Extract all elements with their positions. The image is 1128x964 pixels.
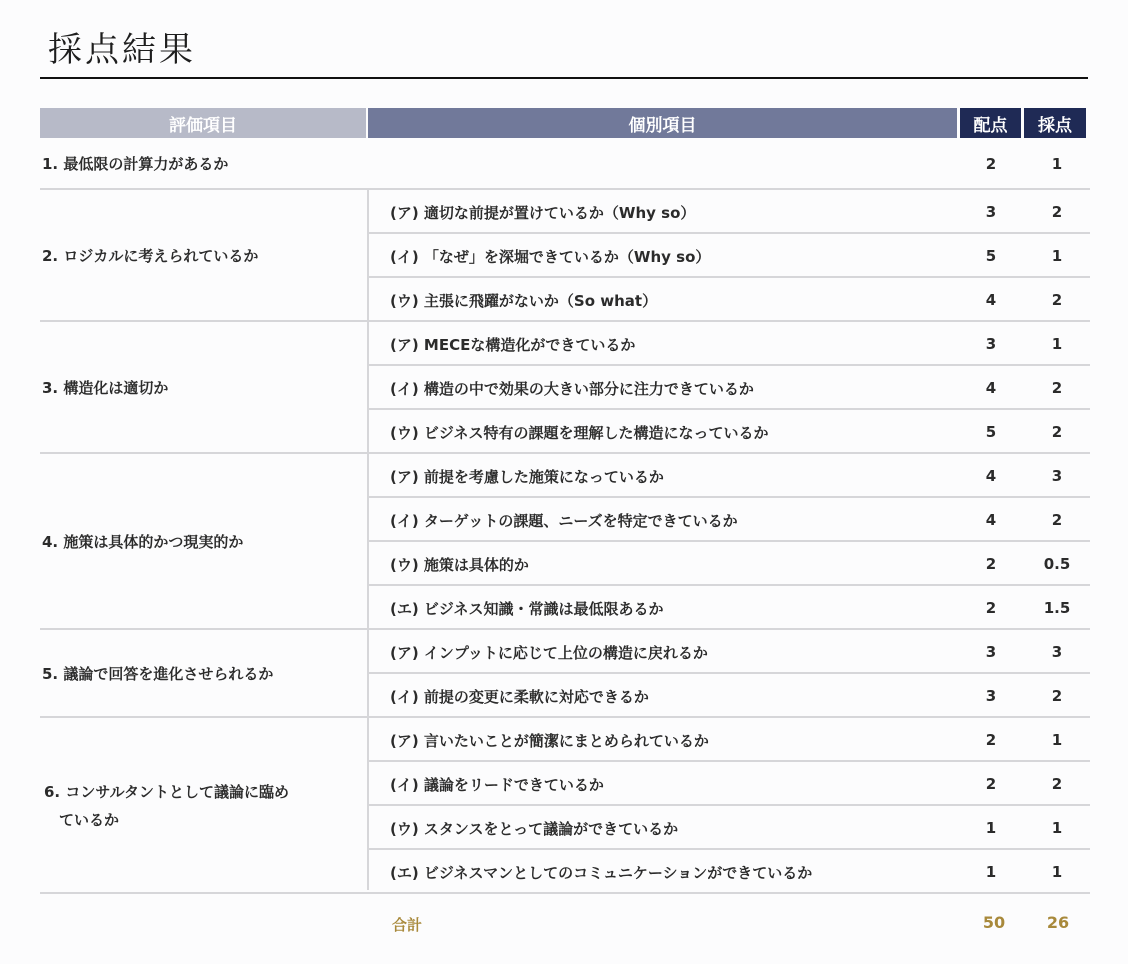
item-4-2: (イ) ターゲットの課題、ニーズを特定できているか — [390, 511, 738, 530]
category-4-label: 4. 施策は具体的かつ現実的か — [42, 533, 244, 551]
item-6-3: (ウ) スタンスをとって議論ができているか — [390, 819, 679, 838]
item-3-3-alloc: 5 — [985, 423, 997, 441]
column-divider — [367, 322, 369, 452]
category-1-alloc: 2 — [985, 155, 997, 173]
column-divider — [367, 190, 369, 320]
item-4-4-alloc: 2 — [985, 599, 997, 617]
item-2-3: (ウ) 主張に飛躍がないか（So what） — [390, 291, 658, 310]
item-4-3-score: 0.5 — [1043, 555, 1071, 573]
category-3-label: 3. 構造化は適切か — [42, 379, 169, 397]
item-3-2: (イ) 構造の中で効果の大きい部分に注力できているか — [390, 379, 754, 398]
item-5-1-alloc: 3 — [985, 643, 997, 661]
total-score: 26 — [1046, 912, 1070, 932]
item-3-3: (ウ) ビジネス特有の課題を理解した構造になっているか — [390, 423, 769, 442]
item-6-2-alloc: 2 — [985, 775, 997, 793]
item-3-3-score: 2 — [1051, 423, 1063, 441]
item-6-1: (ア) 言いたいことが簡潔にまとめられているか — [390, 731, 709, 750]
item-4-3: (ウ) 施策は具体的か — [390, 555, 529, 574]
item-6-3-score: 1 — [1051, 819, 1063, 837]
item-2-1: (ア) 適切な前提が置けているか（Why so） — [390, 203, 696, 222]
category-5-label: 5. 議論で回答を進化させられるか — [42, 665, 274, 683]
item-4-1-score: 3 — [1051, 467, 1063, 485]
item-6-4: (エ) ビジネスマンとしてのコミュニケーションができているか — [390, 863, 813, 882]
item-2-2-score: 1 — [1051, 247, 1063, 265]
item-4-3-alloc: 2 — [985, 555, 997, 573]
item-3-1: (ア) MECEな構造化ができているか — [390, 335, 636, 354]
header-alloc: 配点 — [960, 108, 1021, 138]
item-2-2: (イ) 「なぜ」を深堀できているか（Why so） — [390, 247, 711, 266]
item-4-1-alloc: 4 — [985, 467, 997, 485]
item-2-3-score: 2 — [1051, 291, 1063, 309]
item-6-4-alloc: 1 — [985, 863, 997, 881]
item-5-2: (イ) 前提の変更に柔軟に対応できるか — [390, 687, 649, 706]
item-3-1-score: 1 — [1051, 335, 1063, 353]
item-4-2-score: 2 — [1051, 511, 1063, 529]
item-6-4-score: 1 — [1051, 863, 1063, 881]
category-1-score: 1 — [1051, 155, 1063, 173]
category-6-label-line2: ているか — [44, 811, 120, 829]
item-3-1-alloc: 3 — [985, 335, 997, 353]
item-5-2-score: 2 — [1051, 687, 1063, 705]
category-6-label — [42, 718, 342, 894]
title-divider — [40, 77, 1088, 79]
item-6-1-score: 1 — [1051, 731, 1063, 749]
header-item: 個別項目 — [368, 108, 957, 138]
item-6-1-alloc: 2 — [985, 731, 997, 749]
item-3-2-score: 2 — [1051, 379, 1063, 397]
category-1-label: 1. 最低限の計算力があるか — [42, 155, 229, 173]
item-4-2-alloc: 4 — [985, 511, 997, 529]
item-6-2: (イ) 議論をリードできているか — [390, 775, 604, 794]
total-label: 合計 — [392, 915, 423, 934]
item-2-2-alloc: 5 — [985, 247, 997, 265]
item-2-3-alloc: 4 — [985, 291, 997, 309]
item-3-2-alloc: 4 — [985, 379, 997, 397]
item-5-2-alloc: 3 — [985, 687, 997, 705]
item-6-3-alloc: 1 — [985, 819, 997, 837]
category-2-label: 2. ロジカルに考えられているか — [42, 247, 259, 265]
item-4-4-score: 1.5 — [1043, 599, 1071, 617]
item-2-1-score: 2 — [1051, 203, 1063, 221]
item-5-1: (ア) インプットに応じて上位の構造に戻れるか — [390, 643, 708, 662]
row-divider — [40, 892, 1090, 894]
header-eval: 評価項目 — [40, 108, 366, 138]
item-2-1-alloc: 3 — [985, 203, 997, 221]
page-title: 採点結果 — [48, 30, 196, 70]
item-5-1-score: 3 — [1051, 643, 1063, 661]
total-alloc: 50 — [982, 912, 1006, 932]
category-6-label-line1: 6. コンサルタントとして議論に臨め — [44, 783, 290, 801]
item-6-2-score: 2 — [1051, 775, 1063, 793]
item-4-4: (エ) ビジネス知識・常識は最低限あるか — [390, 599, 664, 618]
header-score: 採点 — [1024, 108, 1086, 138]
item-4-1: (ア) 前提を考慮した施策になっているか — [390, 467, 664, 486]
